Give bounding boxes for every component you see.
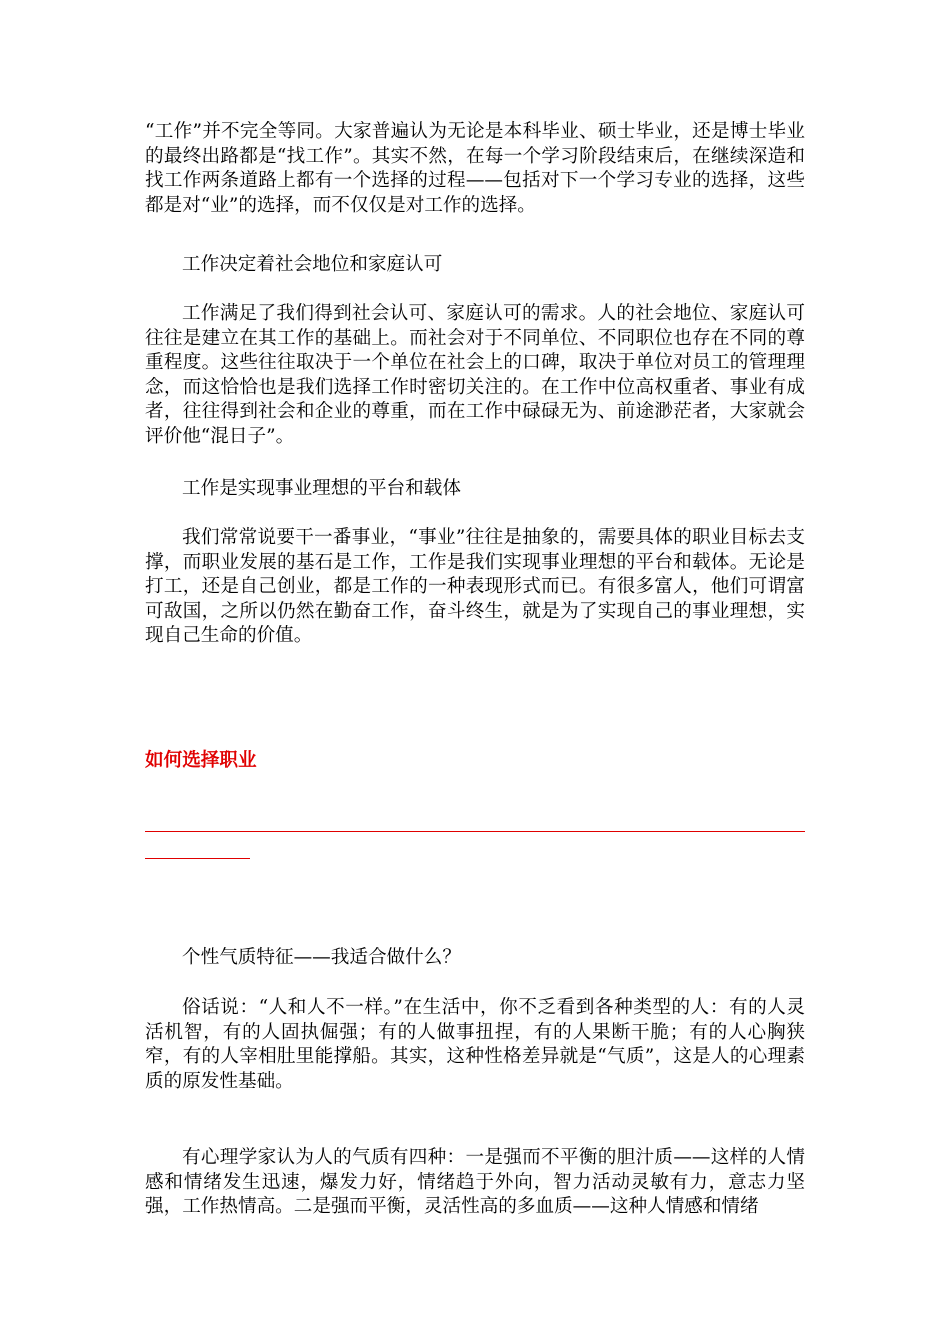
section-divider-line-continuation: [145, 858, 250, 859]
subheading-social-status: 工作决定着社会地位和家庭认可: [182, 254, 443, 275]
paragraph-temperament-intro: 俗话说：“人和人不一样。”在生活中，你不乏看到各种类型的人：有的人灵活机智，有的人固执倔强；有的人做事扭捏，有的人果断干脆；有的人心胸狭窄，有的人宰相肚里能撑船。其实，这种性格差异就是“气质”，这是人的心理素质的原发性基础。: [145, 997, 805, 1092]
paragraph-work-vs-career: “工作”并不完全等同。大家普遍认为无论是本科毕业、硕士毕业，还是博士毕业的最终出路都是“找工作”。其实不然，在每一个学习阶段结束后，在继续深造和找工作两条道路上都有一个选择的过程——包括对下一个学习专业的选择，这些都是对“业”的选择，而不仅仅是对工作的选择。: [145, 121, 805, 216]
paragraph-social-recognition: 工作满足了我们得到社会认可、家庭认可的需求。人的社会地位、家庭认可往往是建立在其工作的基础上。而社会对于不同单位、不同职位也存在不同的尊重程度。这些往往取决于一个单位在社会上的口碑，取决于单位对员工的管理理念，而这恰恰也是我们选择工作时密切关注的。在工作中位高权重者、事业有成者，往往得到社会和企业的尊重，而在工作中碌碌无为、前途渺茫者，大家就会评价他“混日子”。: [145, 303, 805, 447]
section-heading: 如何选择职业: [145, 750, 257, 771]
subheading-career-platform: 工作是实现事业理想的平台和载体: [182, 478, 461, 499]
paragraph-four-temperaments: 有心理学家认为人的气质有四种：一是强而不平衡的胆汁质——这样的人情感和情绪发生迅速，爆发力好，情绪趋于外向，智力活动灵敏有力，意志力坚强，工作热情高。二是强而平衡，灵活性高的多血质——这种人情感和情绪: [145, 1147, 805, 1217]
section-divider-line: [145, 831, 805, 832]
paragraph-career-ideal: 我们常常说要干一番事业，“事业”往往是抽象的，需要具体的职业目标去支撑，而职业发展的基石是工作，工作是我们实现事业理想的平台和载体。无论是打工，还是自己创业，都是工作的一种表现形式而已。有很多富人，他们可谓富可敌国，之所以仍然在勤奋工作，奋斗终生，就是为了实现自己的事业理想，实现自己生命的价值。: [145, 527, 805, 646]
subheading-temperament: 个性气质特征——我适合做什么？: [182, 947, 461, 968]
